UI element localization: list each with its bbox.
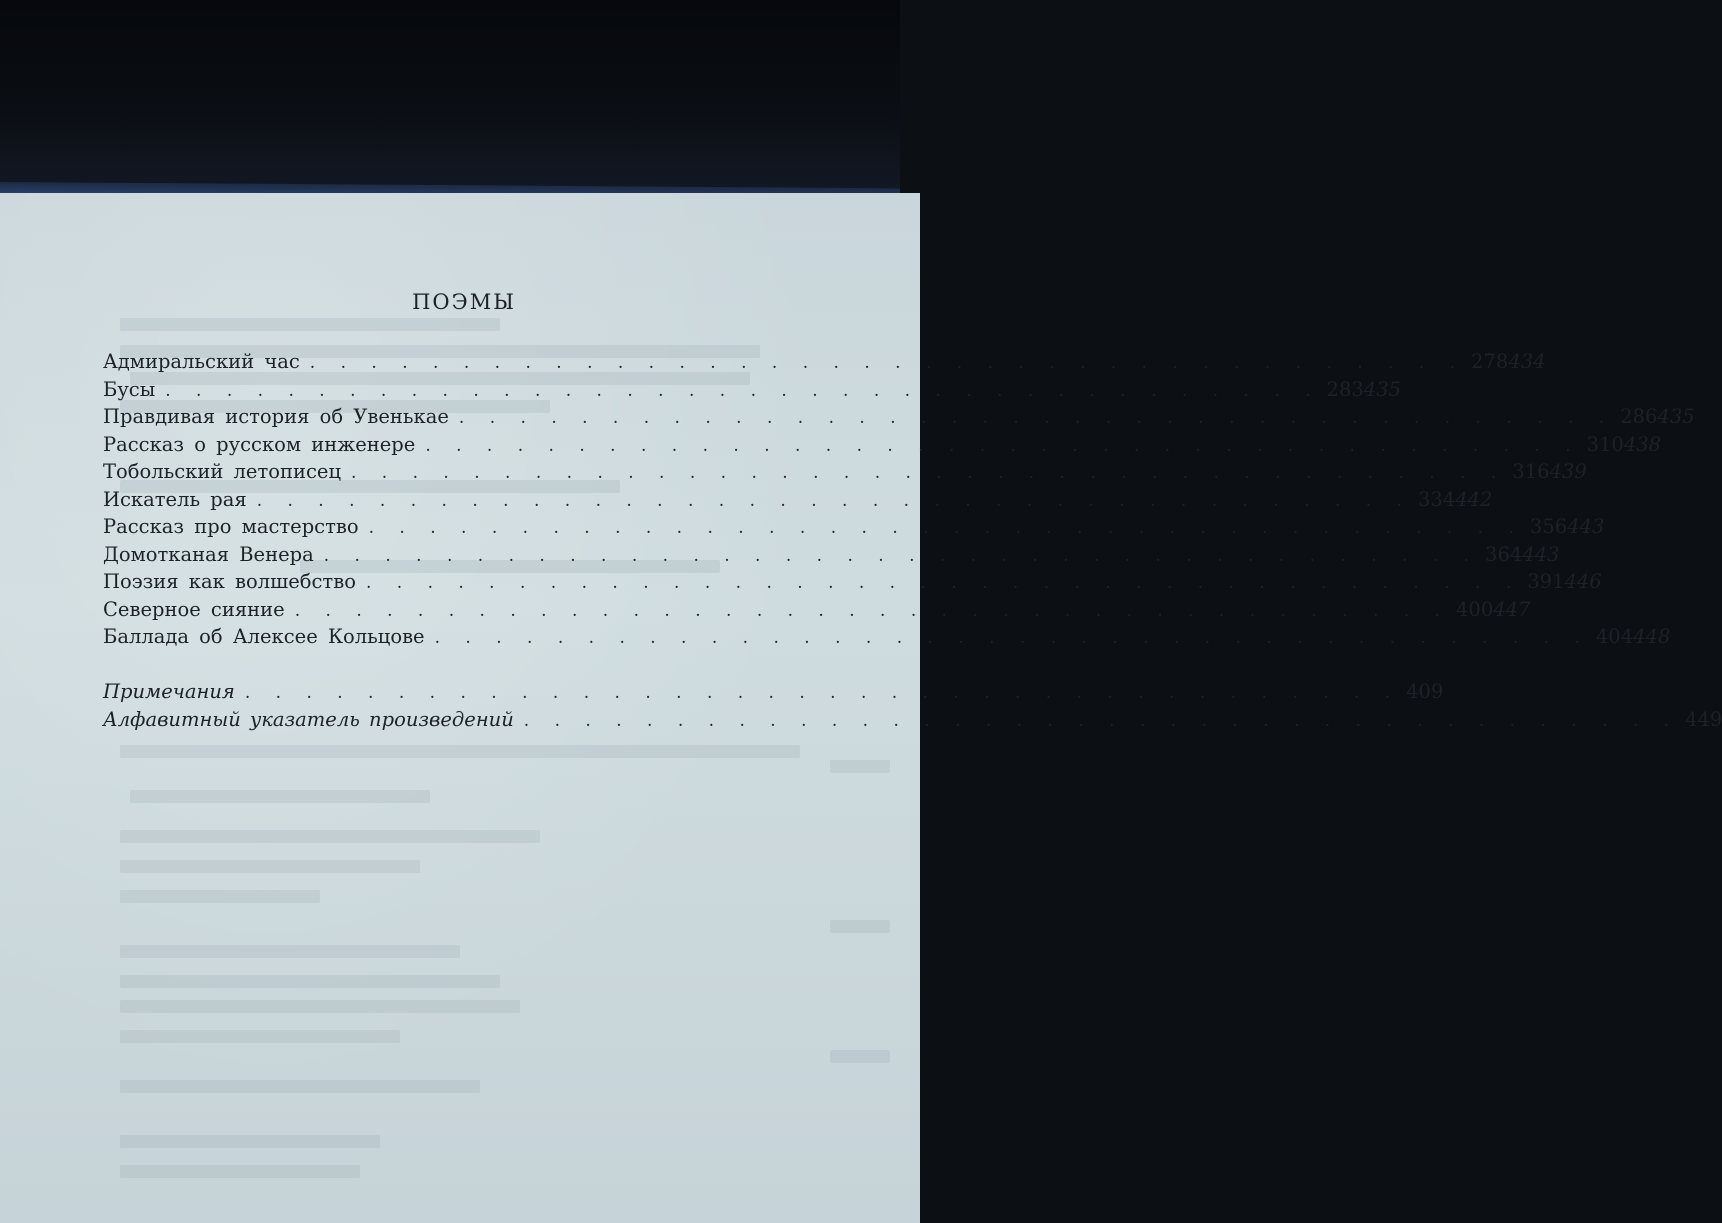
dot-leader: . . . . . . . . . . . . . . . . . . . . . . . . . . . . . . . . . . . . . .	[425, 435, 1581, 456]
toc-entry	[103, 460, 1587, 488]
dot-leader: . . . . . . . . . . . . . . . . . . . . . . . . . . . . . . . . . . . . . .	[434, 628, 1590, 648]
toc-entry-page: 283	[1326, 377, 1364, 401]
appendix-entry-title: Примечания	[103, 680, 235, 703]
toc-entry-notes-page: 435	[1363, 377, 1402, 401]
toc-entry-page: 278	[1471, 350, 1509, 373]
toc-entry-page: 310	[1586, 432, 1624, 456]
toc-entry-page: 404	[1595, 625, 1634, 648]
appendix-entry	[103, 707, 1722, 736]
toc-entry-page: 400	[1456, 597, 1494, 621]
toc-entry-notes-page: 448	[1633, 625, 1671, 648]
toc-entry-notes-page: 439	[1549, 460, 1587, 483]
dot-leader: . . . . . . . . . . . . . . . . . . . . . . . . . . . . . . . . . . . . . .	[323, 545, 1480, 566]
dot-leader: . . . . . . . . . . . . . . . . . . . . . . . . . . . . . . . . . . . . . .	[458, 408, 1615, 428]
toc-entry-title: Адмиральский час	[103, 350, 300, 373]
toc-entry-page: 286	[1620, 405, 1658, 428]
toc-entry	[103, 487, 1493, 516]
toc-entry-title: Северное сияние	[103, 597, 285, 621]
toc-entry	[103, 350, 1546, 378]
toc-entry	[103, 597, 1531, 626]
toc-entry-notes-page: 447	[1493, 597, 1531, 621]
dot-leader: . . . . . . . . . . . . . . . . . . . . . . . . . . . . . . . . . . . . . .	[294, 600, 1450, 621]
dot-leader: . . . . . . . . . . . . . . . . . . . . . . . . . . . . . . . . . . . . . .	[309, 353, 1466, 373]
toc-entry-title: Рассказ про мастерство	[103, 515, 359, 538]
dot-leader: . . . . . . . . . . . . . . . . . . . . . . . . . . . . . . . . . . . . . .	[165, 380, 1321, 401]
dot-leader: . . . . . . . . . . . . . . . . . . . . . . . . . . . . . . . . . . . . . .	[256, 490, 1412, 511]
toc-entry-notes-page: 442	[1455, 487, 1493, 511]
toc-entry-page: 364	[1485, 542, 1523, 566]
toc-entry-title: Поэзия как волшебство	[103, 570, 356, 593]
toc-entry	[103, 377, 1402, 406]
toc-entry-page: 356	[1529, 515, 1568, 538]
appendix-list	[103, 680, 1722, 735]
toc-entry-title: Бусы	[103, 377, 156, 401]
section-title: ПОЭМЫ	[412, 290, 516, 314]
toc-entry-page: 334	[1417, 487, 1456, 511]
toc-entry-notes-page: 434	[1508, 350, 1546, 373]
toc-entry-title: Тобольский летописец	[103, 460, 341, 483]
toc-entry-page: 316	[1512, 460, 1550, 483]
toc-entry-title: Искатель рая	[103, 487, 247, 511]
appendix-entry	[103, 680, 1444, 708]
toc-entry	[103, 542, 1560, 571]
toc-list	[103, 350, 1695, 653]
toc-entry-notes-page: 443	[1522, 542, 1560, 566]
appendix-entry-page: 449	[1685, 707, 1722, 731]
toc-entry	[103, 432, 1662, 461]
dot-leader: . . . . . . . . . . . . . . . . . . . . . . . . . . . . . . . . . . . . . .	[368, 518, 1524, 538]
toc-entry-title: Баллада об Алексее Кольцове	[103, 625, 425, 648]
toc-entry-title: Домотканая Венера	[103, 542, 314, 566]
toc-entry	[103, 625, 1671, 653]
toc-entry-notes-page: 438	[1623, 432, 1662, 456]
toc-entry-title: Правдивая история об Увенькае	[103, 405, 449, 428]
toc-entry	[103, 405, 1695, 433]
toc-entry-title: Рассказ о русском инженере	[103, 432, 416, 456]
toc-entry-notes-page: 443	[1567, 515, 1605, 538]
toc-entry-notes-page: 446	[1564, 570, 1602, 593]
dot-leader: . . . . . . . . . . . . . . . . . . . . . . . . . . . . . . . . . . . . . .	[350, 463, 1507, 483]
dot-leader: . . . . . . . . . . . . . . . . . . . . . . . . . . . . . . . . . . . . . .	[365, 573, 1522, 593]
toc-entry-notes-page: 435	[1657, 405, 1695, 428]
toc-entry	[103, 570, 1602, 598]
dot-leader: . . . . . . . . . . . . . . . . . . . . . . . . . . . . . . . . . . . . . .	[244, 683, 1401, 703]
toc-entry-page: 391	[1527, 570, 1565, 593]
dot-leader: . . . . . . . . . . . . . . . . . . . . . . . . . . . . . . . . . . . . . .	[523, 710, 1680, 731]
appendix-entry-title: Алфавитный указатель произведений	[103, 707, 514, 731]
toc-entry	[103, 515, 1605, 543]
appendix-entry-page: 409	[1406, 680, 1444, 703]
